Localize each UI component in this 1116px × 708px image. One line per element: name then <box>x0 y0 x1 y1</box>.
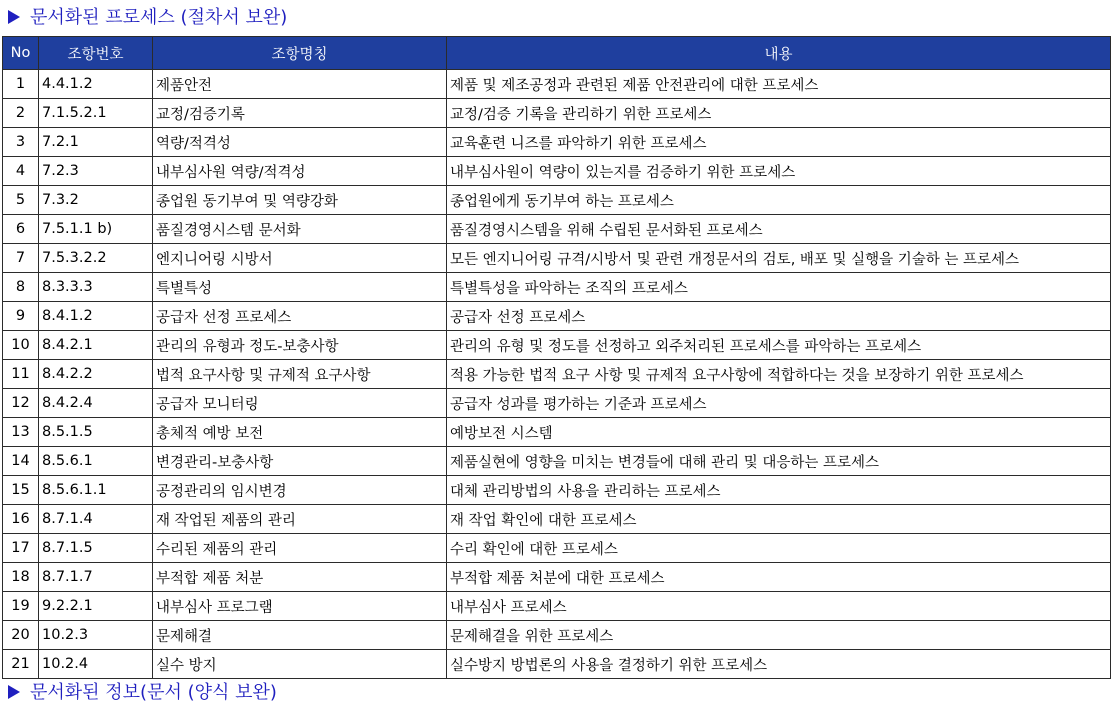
cell-no: 13 <box>3 418 39 447</box>
cell-clause-name: 법적 요구사항 및 규제적 요구사항 <box>153 360 447 389</box>
table-row <box>3 621 1111 650</box>
cell-clause-number: 10.2.4 <box>39 650 153 679</box>
cell-content: 제품실현에 영향을 미치는 변경들에 대해 관리 및 대응하는 프로세스 <box>447 447 1111 476</box>
table-row <box>3 505 1111 534</box>
cell-content: 교정/검증 기록을 관리하기 위한 프로세스 <box>447 99 1111 128</box>
cell-content: 종업원에게 동기부여 하는 프로세스 <box>447 186 1111 215</box>
cell-no: 5 <box>3 186 39 215</box>
cell-content: 교육훈련 니즈를 파악하기 위한 프로세스 <box>447 128 1111 157</box>
cell-clause-number: 7.3.2 <box>39 186 153 215</box>
cell-no: 17 <box>3 534 39 563</box>
cell-clause-name: 역량/적격성 <box>153 128 447 157</box>
cell-clause-number: 7.2.3 <box>39 157 153 186</box>
cell-no: 18 <box>3 563 39 592</box>
cell-no: 4 <box>3 157 39 186</box>
process-table <box>2 36 1111 679</box>
cell-clause-name: 수리된 제품의 관리 <box>153 534 447 563</box>
cell-clause-number: 8.7.1.7 <box>39 563 153 592</box>
cell-content: 제품 및 제조공정과 관련된 제품 안전관리에 대한 프로세스 <box>447 70 1111 99</box>
section-title <box>8 3 287 33</box>
table-row <box>3 534 1111 563</box>
cell-clause-number: 8.5.6.1 <box>39 447 153 476</box>
triangle-bullet-icon <box>8 10 20 24</box>
cell-no: 14 <box>3 447 39 476</box>
cell-clause-name: 관리의 유형과 정도-보충사항 <box>153 331 447 360</box>
cell-clause-number: 8.5.1.5 <box>39 418 153 447</box>
cell-clause-number: 8.7.1.4 <box>39 505 153 534</box>
table-row <box>3 563 1111 592</box>
cell-clause-name: 내부심사원 역량/적격성 <box>153 157 447 186</box>
header-clause-number: 조항번호 <box>39 37 153 70</box>
cell-content: 부적합 제품 처분에 대한 프로세스 <box>447 563 1111 592</box>
cell-no: 8 <box>3 273 39 302</box>
cell-clause-number: 8.5.6.1.1 <box>39 476 153 505</box>
cell-content: 수리 확인에 대한 프로세스 <box>447 534 1111 563</box>
cell-clause-name: 교정/검증기록 <box>153 99 447 128</box>
cell-clause-number: 8.4.2.2 <box>39 360 153 389</box>
cell-clause-number: 7.5.3.2.2 <box>39 244 153 273</box>
table-row <box>3 476 1111 505</box>
cell-content: 특별특성을 파악하는 조직의 프로세스 <box>447 273 1111 302</box>
cell-no: 11 <box>3 360 39 389</box>
cell-clause-name: 내부심사 프로그램 <box>153 592 447 621</box>
cell-content: 대체 관리방법의 사용을 관리하는 프로세스 <box>447 476 1111 505</box>
table-row <box>3 447 1111 476</box>
cell-clause-name: 부적합 제품 처분 <box>153 563 447 592</box>
cell-clause-number: 8.3.3.3 <box>39 273 153 302</box>
cell-content: 문제해결을 위한 프로세스 <box>447 621 1111 650</box>
cell-content: 품질경영시스템을 위해 수립된 문서화된 프로세스 <box>447 215 1111 244</box>
cell-content: 모든 엔지니어링 규격/시방서 및 관련 개정문서의 검토, 배포 및 실행을 기술하 는 프로세스 <box>447 244 1111 273</box>
table-row <box>3 244 1111 273</box>
header-no: No <box>3 37 39 70</box>
cell-content: 공급자 성과를 평가하는 기준과 프로세스 <box>447 389 1111 418</box>
cell-clause-number: 8.4.2.4 <box>39 389 153 418</box>
triangle-bullet-icon <box>8 685 20 699</box>
table-row <box>3 273 1111 302</box>
cell-clause-number: 7.1.5.2.1 <box>39 99 153 128</box>
table-row <box>3 70 1111 99</box>
cell-clause-name: 공정관리의 임시변경 <box>153 476 447 505</box>
cell-clause-name: 엔지니어링 시방서 <box>153 244 447 273</box>
cell-clause-name: 변경관리-보충사항 <box>153 447 447 476</box>
cell-clause-number: 8.4.2.1 <box>39 331 153 360</box>
cell-clause-number: 8.7.1.5 <box>39 534 153 563</box>
cell-clause-name: 공급자 모니터링 <box>153 389 447 418</box>
cell-no: 1 <box>3 70 39 99</box>
cell-no: 9 <box>3 302 39 331</box>
header-clause-name: 조항명칭 <box>153 37 447 70</box>
cell-clause-name: 공급자 선정 프로세스 <box>153 302 447 331</box>
cell-no: 16 <box>3 505 39 534</box>
table-row <box>3 186 1111 215</box>
next-section-title-text: 문서화된 정보(문서 (양식 보완) <box>30 682 277 703</box>
table-row <box>3 360 1111 389</box>
table-row <box>3 157 1111 186</box>
cell-content: 내부심사 프로세스 <box>447 592 1111 621</box>
cell-content: 실수방지 방법론의 사용을 결정하기 위한 프로세스 <box>447 650 1111 679</box>
cell-content: 공급자 선정 프로세스 <box>447 302 1111 331</box>
cell-content: 내부심사원이 역량이 있는지를 검증하기 위한 프로세스 <box>447 157 1111 186</box>
cell-clause-number: 7.5.1.1 b) <box>39 215 153 244</box>
table-row <box>3 128 1111 157</box>
table-row <box>3 215 1111 244</box>
cell-no: 2 <box>3 99 39 128</box>
cell-clause-name: 총체적 예방 보전 <box>153 418 447 447</box>
cell-clause-number: 10.2.3 <box>39 621 153 650</box>
cell-content: 적용 가능한 법적 요구 사항 및 규제적 요구사항에 적합하다는 것을 보장하기 위한 프로세스 <box>447 360 1111 389</box>
cell-no: 15 <box>3 476 39 505</box>
table-row <box>3 389 1111 418</box>
section-title-text: 문서화된 프로세스 (절차서 보완) <box>30 7 288 28</box>
header-content: 내용 <box>447 37 1111 70</box>
cell-clause-name: 특별특성 <box>153 273 447 302</box>
cell-clause-number: 8.4.1.2 <box>39 302 153 331</box>
table-row <box>3 650 1111 679</box>
cell-no: 10 <box>3 331 39 360</box>
cell-no: 3 <box>3 128 39 157</box>
table-header-row <box>3 37 1111 70</box>
cell-clause-number: 7.2.1 <box>39 128 153 157</box>
cell-clause-name: 재 작업된 제품의 관리 <box>153 505 447 534</box>
cell-clause-name: 문제해결 <box>153 621 447 650</box>
cell-clause-name: 종업원 동기부여 및 역량강화 <box>153 186 447 215</box>
cell-content: 재 작업 확인에 대한 프로세스 <box>447 505 1111 534</box>
table-row <box>3 302 1111 331</box>
cell-clause-number: 4.4.1.2 <box>39 70 153 99</box>
table-row <box>3 331 1111 360</box>
cell-no: 20 <box>3 621 39 650</box>
cell-content: 관리의 유형 및 정도를 선정하고 외주처리된 프로세스를 파악하는 프로세스 <box>447 331 1111 360</box>
cell-no: 6 <box>3 215 39 244</box>
cell-clause-number: 9.2.2.1 <box>39 592 153 621</box>
cell-no: 7 <box>3 244 39 273</box>
table-row <box>3 592 1111 621</box>
cell-clause-name: 실수 방지 <box>153 650 447 679</box>
table-row <box>3 99 1111 128</box>
cell-content: 예방보전 시스템 <box>447 418 1111 447</box>
cell-clause-name: 품질경영시스템 문서화 <box>153 215 447 244</box>
cell-no: 21 <box>3 650 39 679</box>
cell-no: 12 <box>3 389 39 418</box>
cell-clause-name: 제품안전 <box>153 70 447 99</box>
next-section-title <box>8 678 277 708</box>
cell-no: 19 <box>3 592 39 621</box>
table-row <box>3 418 1111 447</box>
